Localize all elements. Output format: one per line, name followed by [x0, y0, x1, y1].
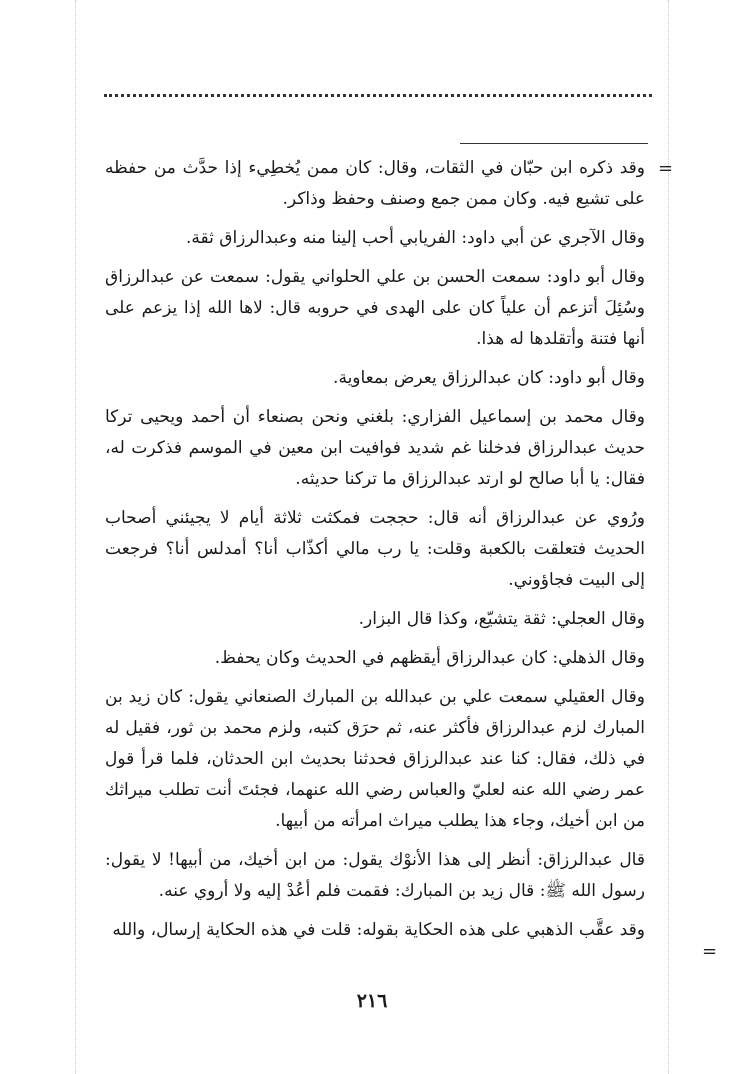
paragraph: وقال الذهلي: كان عبدالرزاق أيقظهم في الحديث وكان يحفظ. [214, 648, 645, 668]
header-dotted-rule [104, 94, 652, 97]
paragraph: وقال أبو داود: كان عبدالرزاق يعرض بمعاوية. [333, 368, 645, 388]
paragraph: وقال العجلي: ثقة يتشيّع، وكذا قال البزار. [358, 609, 645, 629]
paragraph: وقال محمد بن إسماعيل الفزاري: بلغني ونحن بصنعاء أن أحمد ويحيى تركا حديث عبدالرزاق فدخلنا غم شديد فوافيت ابن معين في الموسم فذكرت له، فقال: يا أبا صالح لو ارتد عبدالرزاق ما تركنا حديثه. [105, 407, 645, 489]
footnote-separator-rule [460, 143, 648, 144]
body-text [105, 153, 645, 954]
paragraph: وقد عقَّب الذهبي على هذه الحكاية بقوله: قلت في هذه الحكاية إرسال، والله [112, 920, 645, 940]
paragraph: وقال أبو داود: سمعت الحسن بن علي الحلواني يقول: سمعت عن عبدالرزاق وسُئِلَ أتزعم أن علياً كان على الهدى في حروبه قال: لاها الله إذا يزعم على أنها فتنة وأتقلدها له هذا. [105, 267, 645, 349]
continuation-mark-top: = [658, 158, 674, 179]
paragraph: قال عبدالرزاق: أنظر إلى هذا الأنوْك يقول: من ابن أخيك، من أبيها! لا يقول: رسول الله ﷺ: قال زيد بن المبارك: فقمت فلم أعُدْ إليه ولا أروي عنه. [105, 850, 645, 901]
paragraph: وقال العقيلي سمعت علي بن عبدالله بن المبارك الصنعاني يقول: كان زيد بن المبارك لزم عبدالرزاق فأكثر عنه، ثم حرَق كتبه، ولزم محمد بن ثور، فقيل له في ذلك، فقال: كنا عند عبدالرزاق فحدثنا بحديث ابن الحدثان، فلما قرأ قول عمر رضي الله عنه لعليّ والعباس رضي الله عنهما، فجئتَ أنت تطلب ميراثك من ابن أخيك، وجاء هذا يطلب ميراث امرأته من أبيها. [105, 687, 645, 831]
paragraph: وقال الآجري عن أبي داود: الفريابي أحب إلينا منه وعبدالرزاق ثقة. [186, 228, 645, 248]
page-number: ٢١٦ [356, 990, 388, 1012]
paragraph: ورُوي عن عبدالرزاق أنه قال: حججت فمكثت ثلاثة أيام لا يجيئني أصحاب الحديث فتعلقت بالكعبة وقلت: يا رب مالي أكذّاب أنا؟ أمدلس أنا؟ فرجعت إلى البيت فجاؤوني. [105, 508, 645, 590]
continuation-mark-bottom: = [702, 941, 718, 962]
paragraph: وقد ذكره ابن حبّان في الثقات، وقال: كان ممن يُخطِيء إذا حدَّث من حفظه على تشيع فيه. وكان ممن جمع وصنف وحفظ وذاكر. [105, 158, 645, 209]
left-margin-guide [75, 0, 76, 1074]
